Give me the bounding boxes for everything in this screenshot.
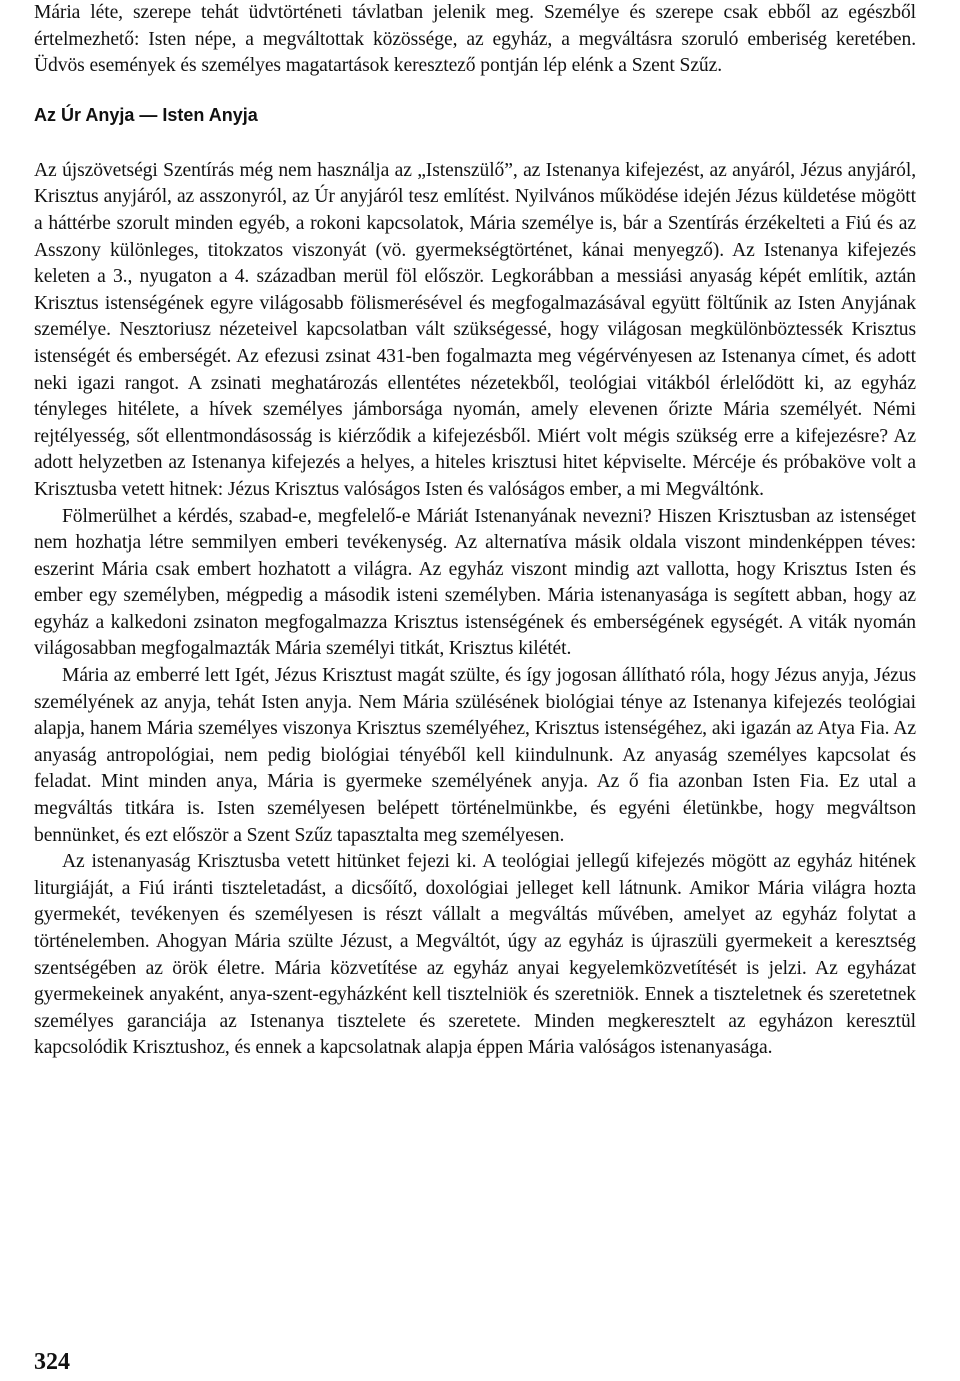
body-paragraph-3: Mária az emberré lett Igét, Jézus Krisztust magát szülte, és így jogosan állítható róla, hogy Jézus anyja, Jézus személyének az anyja, tehát Isten anyja. Nem Mária szülésének biológiai ténye az Istenanya kifejezés teológiai alapja, hanem Mária személyes viszonya Krisztus személyéhez, Krisztus istenségéhez, aki igazán az Atya Fia. Az anyaság antropológiai, nem pedig biológiai tényéből kell kiindulnunk. Az anyaság személyes kapcsolat és feladat. Mint minden anya, Mária is gyermeke személyének anyja. Az ő fia azonban Isten Fia. Ez utal a megváltás titkára is. Isten személyesen belépett történelmünkbe, és egyéni életünkbe, hogy megváltson bennünket, és ezt először a Szent Szűz tapasztalta meg személyesen. [34, 665, 916, 846]
section-heading: Az Úr Anyja — Isten Anyja [34, 104, 258, 125]
body-paragraph-4: Az istenanyaság Krisztusba vetett hitünket fejezi ki. A teológiai jellegű kifejezés mögött az egyház hitének liturgiáját, a Fiú iránti tiszteletadást, a dicsőítő, doxológiai jelleget kell látnunk. Amikor Mária világra hozta gyermekét, tevékenyen és személyesen is részt vállalt a megváltás művében, amelyet az egyház folytat a történelemben. Ahogyan Mária szülte Jézust, a Megváltót, úgy az egyház is újraszüli gyermekeit a keresztség szentségében az örök életre. Mária közvetítése az egyház anyai kegyelemközvetítését is jelzi. Az egyházat gyermekeinek anyaként, anya-szent-egyházként kell tisztelniök és szeretniök. Ennek a tiszteletnek és szeretetnek személyes garanciája az Istenanya tisztelete és szeretete. Minden megkeresztelt az egyházon keresztül kapcsolódik Krisztushoz, és ennek a kapcsolatnak alapja éppen Mária valóságos istenanyasága. [34, 851, 916, 1059]
page-number: 324 [34, 1349, 70, 1375]
intro-paragraph: Mária léte, szerepe tehát üdvtörténeti távlatban jelenik meg. Személye és szerepe csak ebből az egészből értelmezhető: Isten népe, a megváltottak közössége, az egyház, a megváltásra szoruló emberiség keretében. Üdvös események és személyes magatartások keresztező pontján lép elénk a Szent Szűz. [34, 2, 916, 77]
spacer [34, 80, 916, 102]
body-paragraph-1: Az újszövetségi Szentírás még nem használja az „Istenszülő”, az Istenanya kifejezést, az anyáról, Jézus anyjáról, Krisztus anyjáról, az asszonyról, az Úr anyjáról tesz említést. Nyilvános működése idején Jézus küldetése mögött a háttérbe szorult minden egyéb, a rokoni kapcsolatok, Mária személye is, bár a Szentírás érzékelteti a Fiú és az Asszony különleges, titokzatos viszonyát (vö. gyermekségtörténet, kánai menyegző). Az Istenanya kifejezés keleten a 3., nyugaton a 4. században merül föl először. Legkorábban a messiási anyaság képét említik, aztán Krisztus istenségének egyre világosabb fölismerésével és megfogalmazásával együtt föltűnik az Isten Anyjának személye. Nesztoriusz nézeteivel kapcsolatban vált szükségessé, hogy világosan megkülönböztessék Krisztus istenségét és emberségét. Az efezusi zsinat 431-ben fogalmazta meg végérvényesen az Istenanya címet, és adott neki igazi rangot. A zsinati meghatározás ellentétes nézetekből, teológiai vitákból érlelődött ki, az egyház tényleges hitélete, a hívek személyes jámborsága nyomán, amely elevenen őrizte Mária személyét. Némi rejtélyesség, sőt ellentmondásosság is kiérződik a kifejezésből. Miért volt mégis szükség erre a kifejezésre? Az adott helyzetben az Istenanya kifejezés a helyes, a hiteles krisztusi hitet képviselte. Mércéje és próbaköve volt a Krisztusba vetett hitnek: Jézus Krisztus valóságos Isten és valóságos ember, a mi Megváltónk. [34, 159, 916, 500]
body-paragraph-2: Fölmerülhet a kérdés, szabad-e, megfelelő-e Máriát Istenanyának nevezni? Hiszen Krisztusban az istenséget nem hozhatja létre semmilyen emberi tevékenység. Az alternatíva másik oldala viszont mindenképpen téves: eszerint Mária csak embert hozhatott a világra. Az egyház viszont mindig azt vallotta, hogy Krisztus Isten és ember egy személyben, mégpedig a második isteni személyben. Mária istenanyasága is segített abban, hogy az egyház a kalkedoni zsinaton megfogalmazza Krisztus istenségének és emberségének egységét. A viták nyomán világosabban megfogalmazták Mária személyi titkát, Krisztus kilétét. [34, 505, 916, 660]
spacer [34, 128, 916, 158]
document-page [34, 0, 916, 1062]
